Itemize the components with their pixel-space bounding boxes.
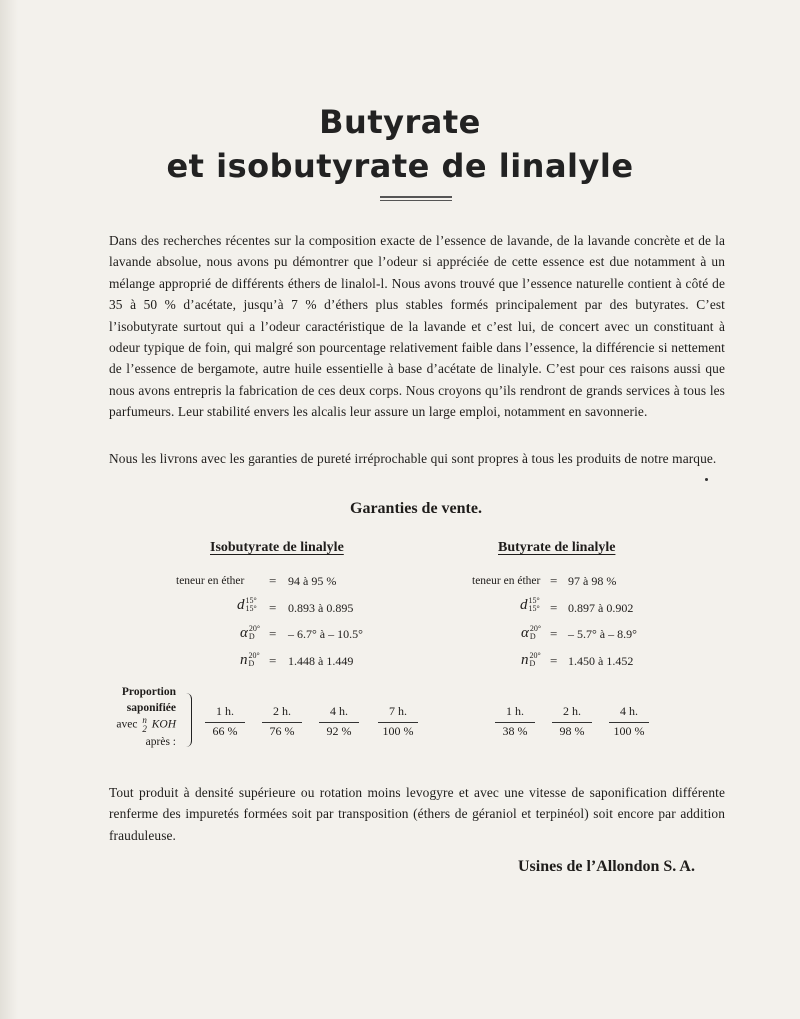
- rotation-sup: 20°: [529, 624, 542, 634]
- density-symbol: d: [237, 597, 245, 613]
- rotation-symbol: α: [521, 625, 529, 641]
- rotation-symbol-group: [240, 624, 260, 642]
- rotation-value: – 6.7° à – 10.5°: [288, 627, 363, 641]
- density-sub: 15°: [245, 604, 257, 614]
- avec-word: avec: [116, 718, 138, 731]
- left-sapo-value: 92 %: [326, 724, 352, 738]
- rotation-indices: [249, 625, 260, 641]
- guarantee-paragraph: Nous les livrons avec les garanties de pureté irréprochable qui sont propres à tous les produits de notre marque.: [109, 451, 717, 466]
- ester-value: 94 à 95 %: [288, 574, 337, 588]
- refraction-indices: [530, 652, 541, 668]
- proportion-line-2: saponifiée: [126, 702, 176, 714]
- ester-label: teneur en éther: [472, 575, 541, 587]
- koh-numerator: n: [142, 715, 147, 725]
- refraction-value: 1.450 à 1.452: [568, 654, 634, 668]
- density-value: 0.893 à 0.895: [288, 601, 354, 615]
- saponification-label: [110, 684, 176, 750]
- rotation-symbol: α: [240, 625, 248, 641]
- density-value: 0.897 à 0.902: [568, 601, 634, 615]
- left-sapo-value: 66 %: [212, 724, 238, 738]
- left-sapo-time: 2 h.: [262, 704, 302, 723]
- right-sapo-time: 1 h.: [495, 704, 535, 723]
- rotation-symbol-group: [521, 624, 541, 642]
- section-heading: Garanties de vente.: [350, 500, 482, 517]
- proportion-line-1: Proportion: [121, 686, 176, 698]
- left-sapo-value: 100 %: [382, 724, 414, 738]
- intro-paragraph: Dans des recherches récentes sur la composition exacte de l’essence de lavande, de la lavande concrète et de la lavande absolue, nous avons pu démontrer que l’odeur si appréciée de cette essence est due notamment à un mélange approprié de différents éthers de linalol-l. Nous avons trouvé que l’essence naturelle contient à côté de 35 à 50 % d’acétate, jusqu’à 7 % d’éthers plus stables formés principalement par des butyrates. C’est l’isobutyrate surtout qui a l’odeur caractéristique de la lavande et c’est lui, de concert avec un constituant à odeur typique de foin, qui malgré son pourcentage relativement faible dans l’essence, la différencie si nettement de l’essence de bergamote, autre huile essentielle à base d’acétate de linalyle. C’est pour ces raisons aussi que nous avons entrepris la fabrication de ces deux corps. Nous croyons qu’ils rendront de grands services à tous les parfumeurs. Leur stabilité envers les alcalis leur assure un large emploi, notamment en savonnerie.: [109, 233, 725, 420]
- document-title: [0, 100, 800, 188]
- refraction-sup: 20°: [248, 651, 260, 661]
- grouping-brace: [185, 693, 192, 747]
- right-sapo-value: 38 %: [502, 724, 528, 738]
- density-symbol-group: [520, 596, 540, 614]
- rotation-sup: 20°: [248, 624, 261, 634]
- density-indices: [246, 597, 257, 613]
- right-sapo-value: 98 %: [559, 724, 585, 738]
- column-heading-butyrate: Butyrate de linalyle: [498, 540, 616, 555]
- right-sapo-value: 100 %: [613, 724, 645, 738]
- rotation-indices: [530, 625, 541, 641]
- right-sapo-time: 4 h.: [609, 704, 649, 723]
- refraction-symbol: n: [240, 652, 248, 668]
- left-sapo-time: 1 h.: [205, 704, 245, 723]
- ester-label: teneur en éther: [176, 575, 245, 587]
- equals-sign: =: [550, 626, 558, 641]
- refraction-symbol-group: [521, 651, 541, 669]
- left-sapo-time: 4 h.: [319, 704, 359, 723]
- signature: Usines de l’Allondon S. A.: [518, 858, 695, 875]
- koh-denominator: 2: [142, 724, 147, 734]
- koh-word: KOH: [151, 718, 176, 731]
- ester-value: 97 à 98 %: [568, 574, 617, 588]
- equals-sign: =: [269, 573, 277, 588]
- rotation-sub: D: [248, 632, 255, 642]
- refraction-indices: [249, 652, 260, 668]
- title-line-2: et isobutyrate de linalyle: [166, 147, 634, 185]
- refraction-sup: 20°: [529, 651, 541, 661]
- equals-sign: =: [550, 653, 558, 668]
- title-divider: [380, 196, 452, 201]
- column-heading-isobutyrate: Isobutyrate de linalyle: [210, 540, 344, 555]
- refraction-sub: D: [248, 659, 255, 669]
- proportion-line-4: après :: [145, 736, 176, 748]
- equals-sign: =: [550, 600, 558, 615]
- density-symbol: d: [520, 597, 528, 613]
- closing-paragraph: Tout produit à densité supérieure ou rotation moins levogyre et avec une vitesse de saponification différente renferme des impuretés formées soit par transposition (éthers de géraniol et terpinéol) soit encore par addition frauduleuse.: [109, 785, 725, 843]
- refraction-symbol: n: [521, 652, 529, 668]
- right-sapo-time: 2 h.: [552, 704, 592, 723]
- proportion-line-3: [110, 716, 176, 734]
- equals-sign: =: [269, 600, 277, 615]
- density-indices: [529, 597, 540, 613]
- density-symbol-group: [237, 596, 257, 614]
- rotation-sub: D: [529, 632, 536, 642]
- equals-sign: =: [269, 626, 277, 641]
- equals-sign: =: [550, 573, 558, 588]
- left-sapo-value: 76 %: [269, 724, 295, 738]
- refraction-symbol-group: [240, 651, 260, 669]
- title-line-1: Butyrate: [319, 103, 481, 141]
- refraction-value: 1.448 à 1.449: [288, 654, 354, 668]
- rotation-value: – 5.7° à – 8.9°: [568, 627, 637, 641]
- koh-fraction: [142, 716, 147, 734]
- density-sup: 15°: [245, 596, 257, 606]
- density-sup: 15°: [528, 596, 540, 606]
- density-sub: 15°: [528, 604, 540, 614]
- refraction-sub: D: [529, 659, 536, 669]
- left-sapo-time: 7 h.: [378, 704, 418, 723]
- equals-sign: =: [269, 653, 277, 668]
- ink-speck: [705, 478, 708, 481]
